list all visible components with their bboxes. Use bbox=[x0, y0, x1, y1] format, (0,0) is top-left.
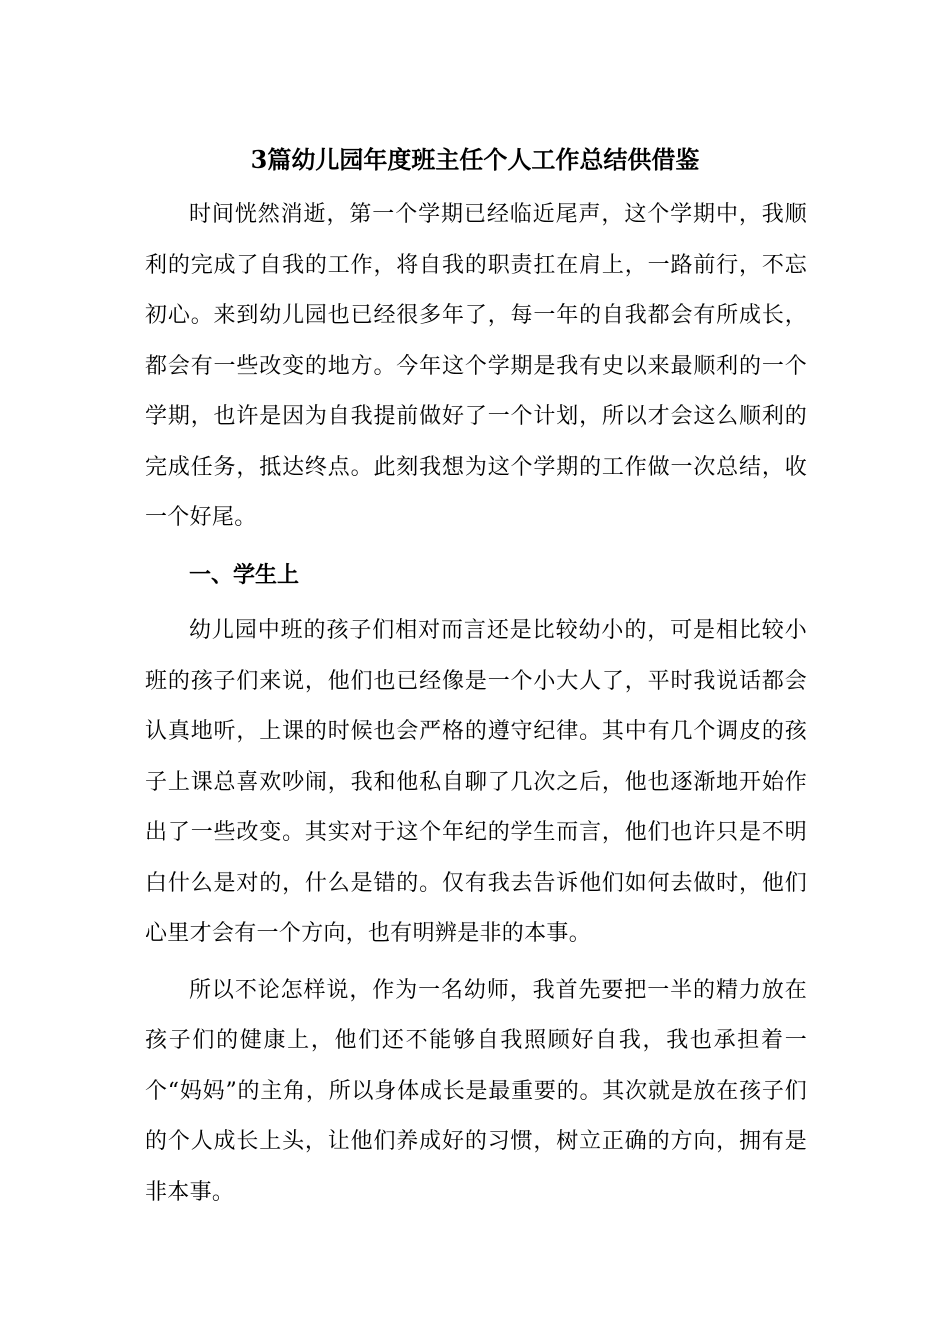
section-paragraph-1: 幼儿园中班的孩子们相对而言还是比较幼小的，可是相比较小班的孩子们来说，他们也已经像是一个小大人了，平时我说话都会认真地听，上课的时候也会严格的遵守纪律。其中有几个调皮的孩子上课总喜欢吵闹，我和他私自聊了几次之后，他也逐渐地开始作出了一些改变。其实对于这个年纪的学生而言，他们也许只是不明白什么是对的，什么是错的。仅有我去告诉他们如何去做时，他们心里才会有一个方向，也有明辨是非的本事。 bbox=[145, 618, 807, 946]
section-paragraph-2: 所以不论怎样说，作为一名幼师，我首先要把一半的精力放在孩子们的健康上，他们还不能够自我照顾好自我，我也承担着一个“妈妈”的主角，所以身体成长是最重要的。其次就是放在孩子们的个人成长上头，让他们养成好的习惯，树立正确的方向，拥有是非本事。 bbox=[145, 977, 807, 1205]
document-title: 3篇幼儿园年度班主任个人工作总结供借鉴 bbox=[250, 145, 700, 174]
document-body bbox=[145, 190, 807, 1224]
section-heading-students: 一、学生上 bbox=[189, 561, 300, 588]
intro-paragraph: 时间恍然消逝，第一个学期已经临近尾声，这个学期中，我顺利的完成了自我的工作，将自我的职责扛在肩上，一路前行，不忘初心。来到幼儿园也已经很多年了，每一年的自我都会有所成长，都会有一些改变的地方。今年这个学期是我有史以来最顺利的一个学期，也许是因为自我提前做好了一个计划，所以才会这么顺利的完成任务，抵达终点。此刻我想为这个学期的工作做一次总结，收一个好尾。 bbox=[145, 202, 807, 530]
